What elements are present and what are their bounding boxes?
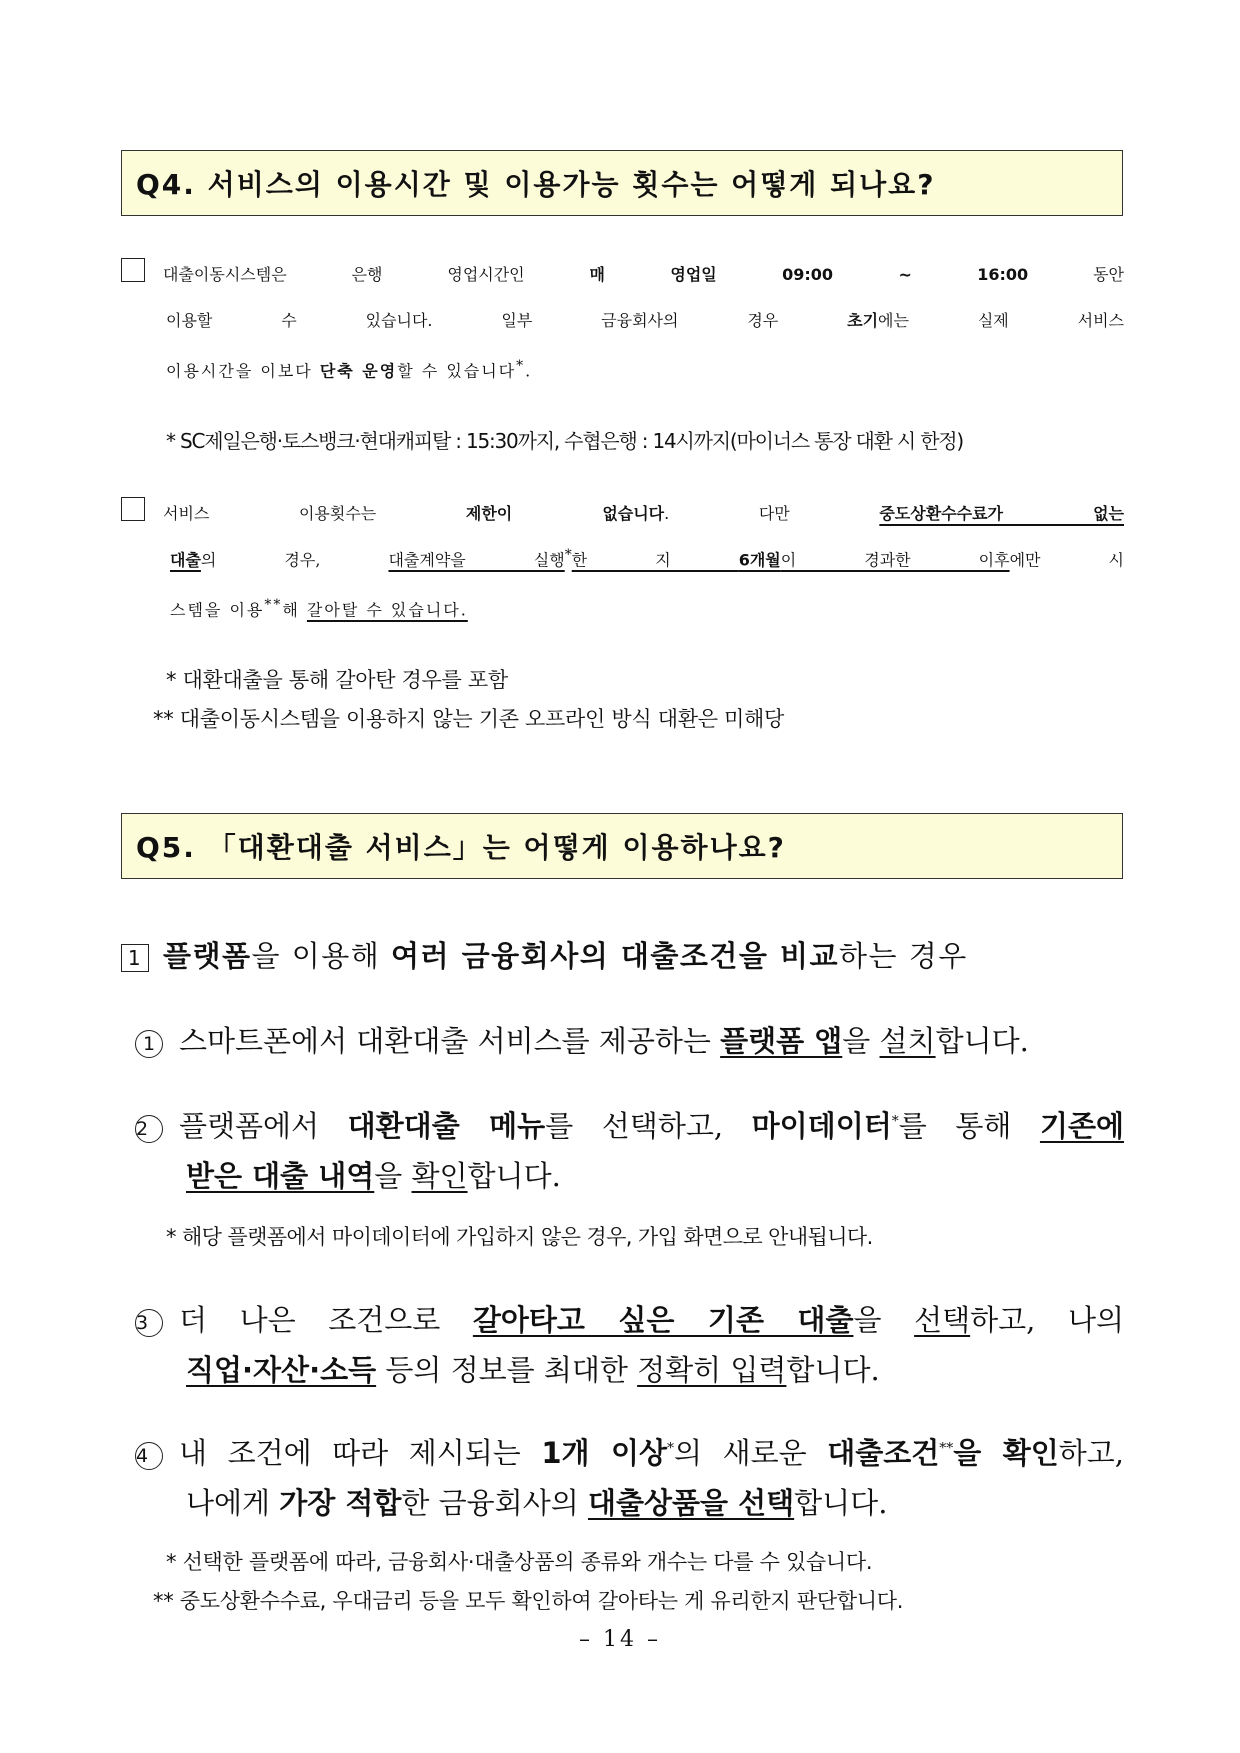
text: 하고, <box>1058 1436 1124 1470</box>
footnote-mark: ** <box>264 597 283 613</box>
text: 에는 실제 서비스 <box>878 311 1124 330</box>
text: 의 새로운 <box>674 1436 828 1470</box>
page-number: – 14 – <box>579 1627 661 1652</box>
q5-step-2-line1 <box>135 1104 1124 1145</box>
text-bold: 초기 <box>847 311 879 330</box>
footnote-mark: * <box>564 547 572 563</box>
text-bold: 1개 이상 <box>541 1436 668 1470</box>
text: 을 이용해 <box>251 939 392 973</box>
text-bold-underline: 기존에 <box>1039 1109 1124 1143</box>
text-bold: 대출조건 <box>827 1436 940 1470</box>
text-bold: 제한이 없습니다 <box>465 504 665 523</box>
text: 스마트폰에서 대환대출 서비스를 제공하는 <box>179 1024 721 1058</box>
text: 등의 정보를 최대한 <box>376 1353 638 1387</box>
text-bold: 대환대출 메뉴 <box>347 1109 546 1143</box>
q5-step-3-line1 <box>135 1298 1124 1339</box>
text-bold: 가장 적합 <box>279 1486 402 1520</box>
checkbox-square-icon <box>121 497 145 521</box>
text: 의 경우, <box>200 550 389 570</box>
text: 나에게 <box>186 1486 280 1520</box>
text-bold: 단축 운영 <box>319 361 398 381</box>
q4-note-1: * SC제일은행·토스뱅크·현대캐피탈 : 15:30까지, 수협은행 : 14시까지(마이너스 통장 대환 시 한정) <box>166 429 964 453</box>
text: . 다만 <box>664 504 880 523</box>
q4-p1-line1 <box>121 258 1124 285</box>
text-bold-underline: 갈아타고 싶은 기존 대출 <box>472 1303 854 1337</box>
q4-p1-line3 <box>166 358 532 381</box>
text-bold-underline: 대출상품을 선택 <box>587 1486 795 1520</box>
q5-step-1 <box>135 1019 1029 1060</box>
q4-question-box <box>121 150 1123 216</box>
text: 하는 경우 <box>839 939 968 973</box>
q5-note-2: * 선택한 플랫폼에 따라, 금융회사·대출상품의 종류와 개수는 다를 수 있습니다. <box>166 1550 873 1574</box>
q5-heading-1 <box>121 934 968 975</box>
circled-number-icon: 2 <box>135 1115 163 1143</box>
text: 에만 시 <box>1009 550 1124 570</box>
text: 를 선택하고, <box>545 1109 752 1143</box>
text: 합니다. <box>935 1024 1029 1058</box>
text: 한 금융회사의 <box>401 1486 588 1520</box>
text: 을 <box>374 1159 412 1193</box>
q4-p1-line2 <box>166 308 1124 331</box>
text: 을 <box>842 1024 880 1058</box>
text-underline: 이 경과한 이후 <box>780 550 1010 570</box>
circled-number-icon: 3 <box>135 1309 163 1337</box>
text: 합니다. <box>467 1159 561 1193</box>
circled-number-icon: 1 <box>135 1030 163 1058</box>
q4-p2-line3 <box>170 597 468 620</box>
text: 내 조건에 따라 제시되는 <box>179 1436 542 1470</box>
footnote-mark: * <box>891 1113 899 1130</box>
q5-title: Q5. 「대환대출 서비스」는 어떻게 이용하나요? <box>136 831 786 864</box>
q5-question-box <box>121 813 1123 879</box>
text-bold-underline: 중도상환수수료가 없는 <box>879 504 1124 523</box>
q5-step-4-line2 <box>186 1481 887 1522</box>
text: 플랫폼에서 <box>179 1109 348 1143</box>
text: 합니다. <box>786 1353 880 1387</box>
text: 스템을 이용 <box>170 600 265 620</box>
text-bold: 마이데이터 <box>751 1109 892 1143</box>
text-bold: 을 확인 <box>953 1436 1059 1470</box>
q5-step-4-line1 <box>135 1431 1124 1472</box>
q4-p2-line1 <box>121 497 1124 524</box>
text-underline: 한 지 <box>571 550 739 570</box>
text: 하고, 나의 <box>970 1303 1124 1337</box>
text-bold: 여러 금융회사의 대출조건을 비교 <box>391 939 840 973</box>
text-bold: 매 영업일 09:00 ~ 16:00 <box>589 265 1029 284</box>
text: 할 수 있습니다 <box>397 361 517 381</box>
q5-step-2-line2 <box>186 1154 561 1195</box>
text: . <box>525 361 533 381</box>
footnote-mark: * <box>667 1440 675 1457</box>
text-underline: 확인 <box>411 1159 468 1193</box>
text: 서비스 이용횟수는 <box>163 504 466 523</box>
text-bold-underline: 받은 대출 내역 <box>186 1159 375 1193</box>
q4-note-3: ** 대출이동시스템을 이용하지 않는 기존 오프라인 방식 대환은 미해당 <box>153 707 785 731</box>
q5-note-1: * 해당 플랫폼에서 마이데이터에 가입하지 않은 경우, 가입 화면으로 안내됩니다. <box>166 1225 873 1249</box>
text-bold-underline: 직업·자산·소득 <box>186 1353 377 1387</box>
text: 더 나은 조건으로 <box>179 1303 473 1337</box>
text: 동안 <box>1028 265 1124 284</box>
text: 이용시간을 이보다 <box>166 361 320 381</box>
q5-note-3: ** 중도상환수수료, 우대금리 등을 모두 확인하여 갈아타는 게 유리한지 판단합니다. <box>153 1589 904 1613</box>
text-bold-underline: 플랫폼 앱 <box>720 1024 843 1058</box>
text: 을 <box>853 1303 915 1337</box>
text-underline: 선택 <box>914 1303 971 1337</box>
text-bold: 플랫폼 <box>163 939 252 973</box>
text-underline: 정확히 입력 <box>637 1353 787 1387</box>
text: 를 통해 <box>898 1109 1040 1143</box>
checkbox-square-icon <box>121 258 145 282</box>
footnote-mark: * <box>516 358 526 374</box>
q5-step-3-line2 <box>186 1348 880 1389</box>
q4-note-2: * 대환대출을 통해 갈아탄 경우를 포함 <box>166 668 508 692</box>
text: 이용할 수 있습니다. 일부 금융회사의 경우 <box>166 311 848 330</box>
text-underline: 설치 <box>879 1024 936 1058</box>
text: 대출이동시스템은 은행 영업시간인 <box>163 265 590 284</box>
text: 해 <box>282 600 307 620</box>
text-bold-underline: 6개월 <box>738 550 781 570</box>
text-underline: 대출계약을 실행 <box>388 550 565 570</box>
number-box-icon: 1 <box>121 944 149 972</box>
q4-title: Q4. 서비스의 이용시간 및 이용가능 횟수는 어떻게 되나요? <box>136 168 936 201</box>
text-bold-underline: 대출 <box>170 550 201 570</box>
text: 합니다. <box>794 1486 888 1520</box>
circled-number-icon: 4 <box>135 1442 163 1470</box>
text-underline: 갈아탈 수 있습니다. <box>306 600 468 620</box>
footnote-mark: ** <box>939 1440 954 1457</box>
q4-p2-line2 <box>170 547 1124 570</box>
